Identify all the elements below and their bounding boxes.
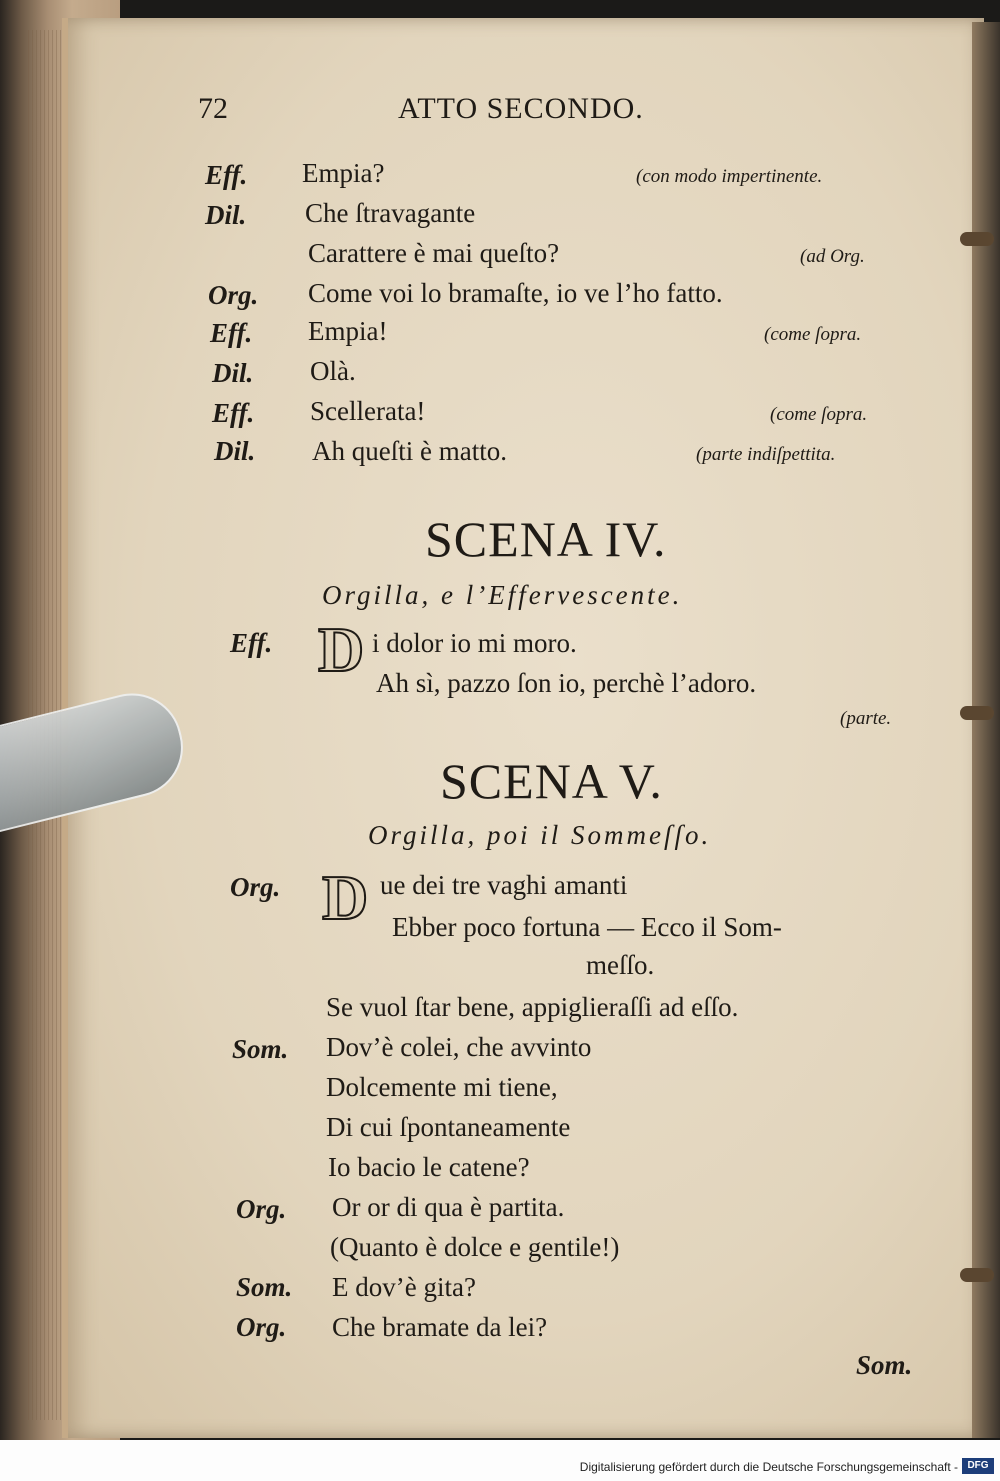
speaker-label: Org. (230, 872, 281, 902)
running-head: ATTO SECONDO. (398, 92, 644, 125)
verse-line: ue dei tre vaghi amanti (380, 870, 628, 900)
speaker-label: Dil. (212, 358, 254, 388)
scene-heading: SCENA IV. (425, 511, 667, 567)
verse-line: Ah queſti è matto. (312, 436, 507, 466)
verse-line: Di cui ſpontaneamente (326, 1112, 571, 1142)
verse-line: (Quanto è dolce e gentile!) (330, 1232, 620, 1262)
verse-line: Come voi lo bramaſte, io ve l’ho fatto. (308, 278, 723, 308)
speaker-label: Org. (236, 1194, 287, 1224)
drop-cap: D (318, 614, 365, 685)
stage-direction: (come ſopra. (764, 324, 862, 345)
verse-line: Or or di qua è partita. (332, 1192, 565, 1222)
dfg-logo: DFG (962, 1458, 994, 1474)
verse-line: i dolor io mi moro. (372, 628, 577, 658)
verse-line: Ebber poco fortuna — Ecco il Som- (392, 912, 782, 942)
binding-thread (960, 706, 994, 720)
verse-line: Che bramate da lei? (332, 1312, 548, 1342)
binding-thread (960, 1268, 994, 1282)
catchword: Som. (856, 1350, 913, 1380)
verse-line: Se vuol ſtar bene, appiglieraſſi ad eſſo. (326, 992, 739, 1022)
drop-cap: D (322, 862, 369, 933)
scene-characters: Orgilla, poi il Sommeſſo. (368, 820, 712, 850)
verse-line: Empia! (308, 316, 388, 346)
verse-line: Che ſtravagante (305, 198, 476, 228)
verse-line: Olà. (310, 356, 356, 386)
stage-direction: (ad Org. (800, 246, 865, 267)
stage-direction: (parte. (840, 708, 892, 729)
speaker-label: Eff. (205, 160, 248, 190)
verse-line: meſſo. (586, 950, 655, 980)
verse-line: Ah sì, pazzo ſon io, perchè l’adoro. (376, 668, 757, 698)
scene-heading: SCENA V. (440, 753, 663, 809)
scene-characters: Orgilla, e l’Effervescente. (322, 580, 683, 610)
stage-direction: (con modo impertinente. (636, 166, 823, 187)
binding-thread (960, 232, 994, 246)
speaker-label: Som. (236, 1272, 293, 1302)
speaker-label: Org. (236, 1312, 287, 1342)
speaker-label: Org. (208, 280, 259, 310)
speaker-label: Eff. (212, 398, 255, 428)
stage-direction: (parte indiſpettita. (696, 444, 836, 465)
verse-line: Empia? (302, 158, 385, 188)
stage-direction: (come ſopra. (770, 404, 868, 425)
speaker-label: Eff. (210, 318, 253, 348)
verse-line: Dolcemente mi tiene, (326, 1072, 558, 1102)
footer-credit: Digitalisierung gefördert durch die Deutsche Forschungsgemeinschaft - (579, 1460, 958, 1474)
verse-line: Scellerata! (310, 396, 426, 426)
verse-line: Carattere è mai queſto? (308, 238, 560, 268)
speaker-label: Som. (232, 1034, 289, 1064)
verse-line: Io bacio le catene? (328, 1152, 530, 1182)
speaker-label: Dil. (214, 436, 256, 466)
verse-line: Dov’è colei, che avvinto (326, 1032, 592, 1062)
page-number: 72 (198, 92, 228, 125)
footer-bar (0, 1440, 1000, 1481)
speaker-label: Eff. (230, 628, 273, 658)
speaker-label: Dil. (205, 200, 247, 230)
verse-line: E dov’è gita? (332, 1272, 476, 1302)
